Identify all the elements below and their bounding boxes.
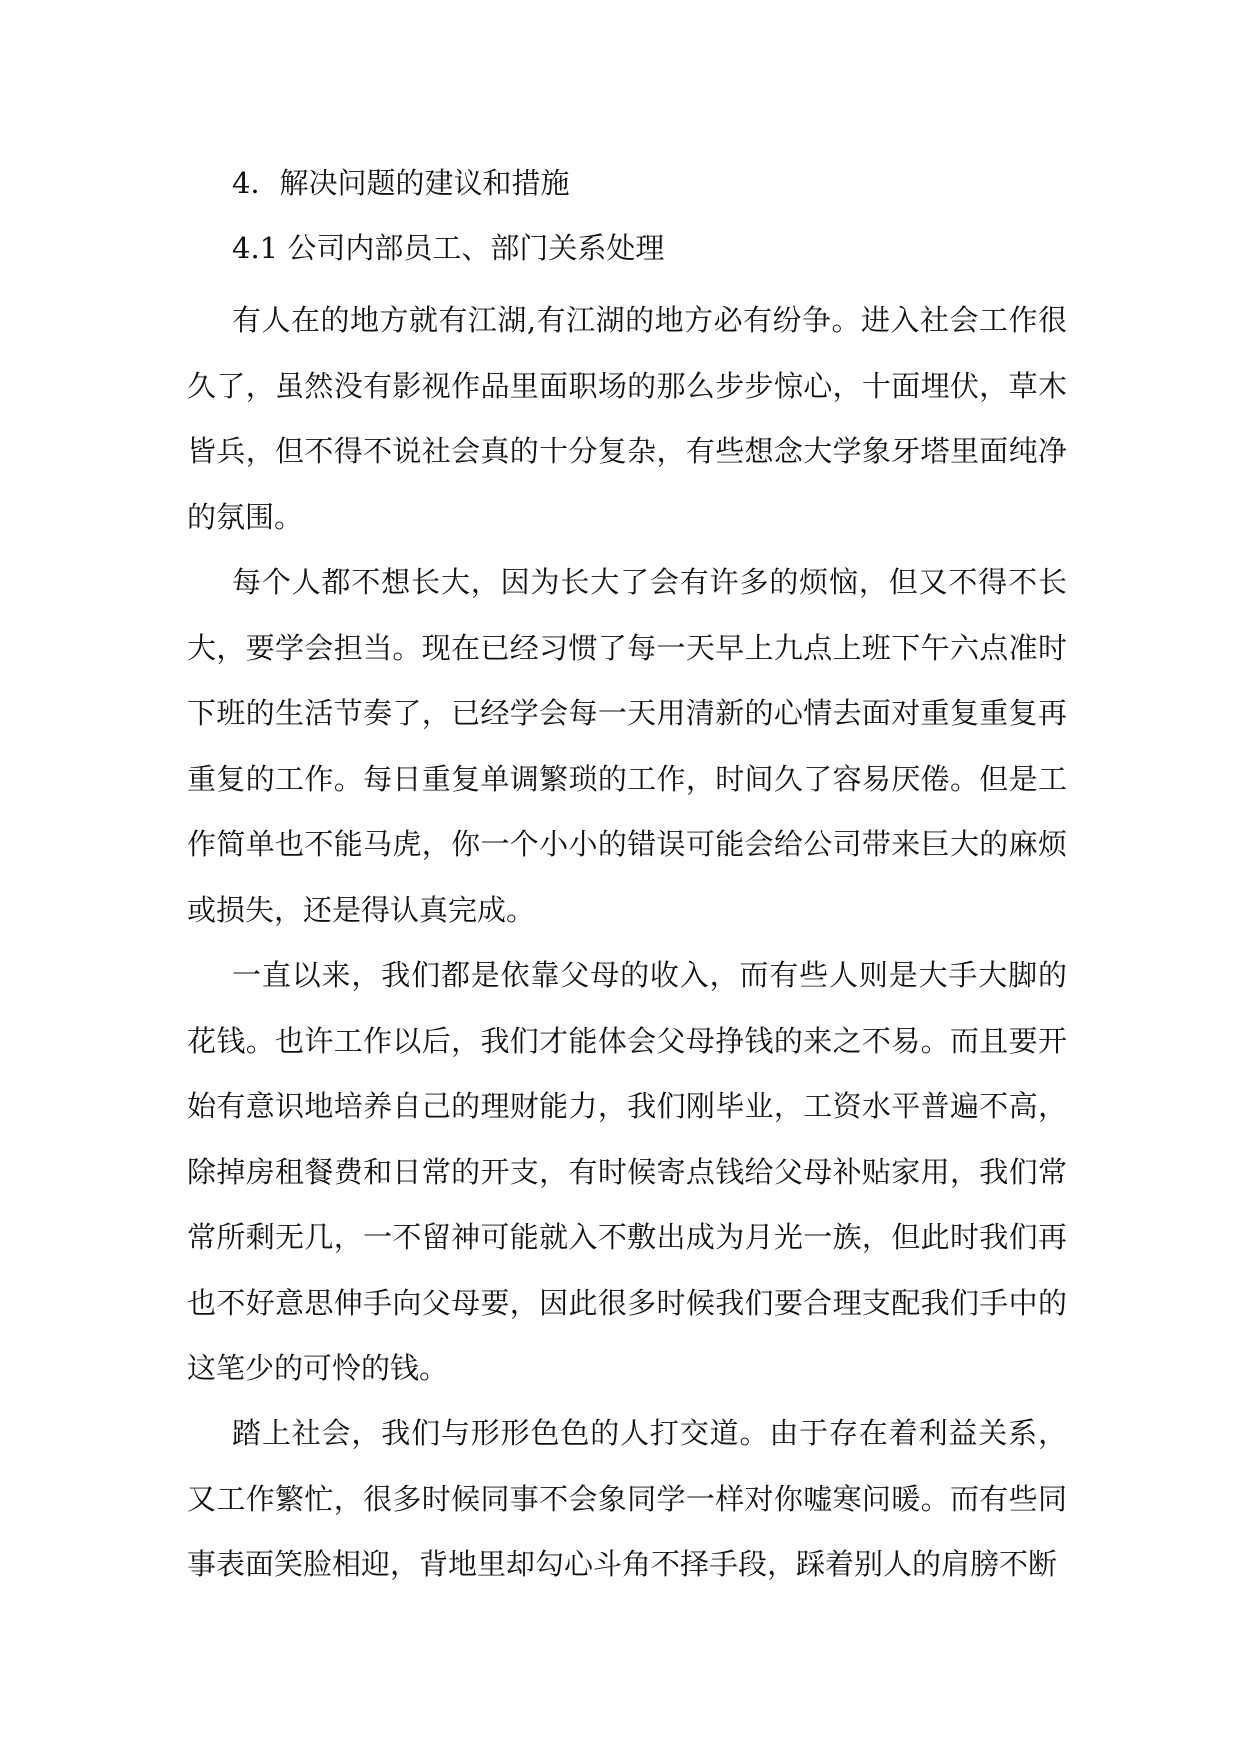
paragraph-2: 每个人都不想长大，因为长大了会有许多的烦恼，但又不得不长大，要学会担当。现在已经习惯了每一天早上九点上班下午六点准时下班的生活节奏了，已经学会每一天用清新的心情去面对重复重复再重复的工作。每日重复单调繁琐的工作，时间久了容易厌倦。但是工作简单也不能马虎，你一个小小的错误可能会给公司带来巨大的麻烦或损失，还是得认真完成。 <box>187 565 1067 927</box>
paragraph-1: 有人在的地方就有江湖,有江湖的地方必有纷争。进入社会工作很久了，虽然没有影视作品里面职场的那么步步惊心，十面埋伏，草木皆兵，但不得不说社会真的十分复杂，有些想念大学象牙塔里面纯净的氛围。 <box>187 303 1067 534</box>
subsection-heading: 4.1 公司内部员工、部门关系处理 <box>232 231 665 265</box>
paragraph-3: 一直以来，我们都是依靠父母的收入，而有些人则是大手大脚的花钱。也许工作以后，我们才能体会父母挣钱的来之不易。而且要开始有意识地培养自己的理财能力，我们刚毕业，工资水平普遍不高，除掉房租餐费和日常的开支，有时候寄点钱给父母补贴家用，我们常常所剩无几，一不留神可能就入不敷出成为月光一族，但此时我们再也不好意思伸手向父母要，因此很多时候我们要合理支配我们手中的这笔少的可怜的钱。 <box>187 958 1067 1385</box>
section-heading: 4．解决问题的建议和措施 <box>232 166 570 200</box>
paragraph-4: 踏上社会，我们与形形色色的人打交道。由于存在着利益关系，又工作繁忙，很多时候同事不会象同学一样对你嘘寒问暖。而有些同事表面笑脸相迎，背地里却勾心斗角不择手段，踩着别人的肩膀不断 <box>187 1416 1067 1581</box>
